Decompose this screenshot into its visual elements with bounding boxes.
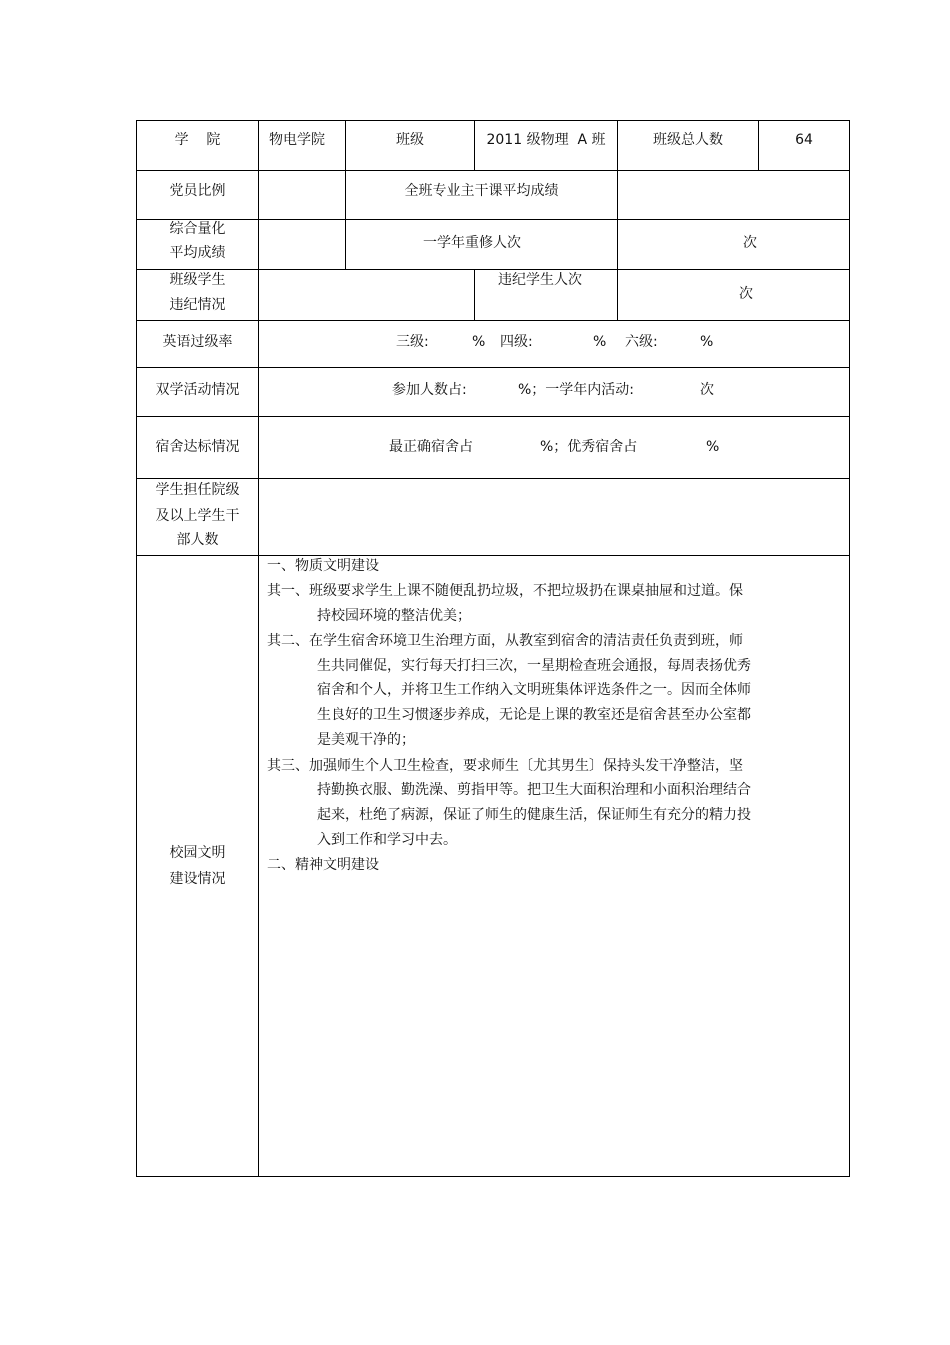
rule-row1 (136, 170, 850, 171)
rule-row5 (136, 367, 850, 368)
section-heading: 二、精神文明建设 (267, 857, 379, 873)
rule-label-col (258, 120, 259, 1177)
quant-score-label-2: 平均成绩 (169, 245, 226, 261)
content-line: 起来，杜绝了病源，保证了师生的健康生活，保证师生有充分的精力投 (317, 807, 751, 823)
class-value: 2011 级物理 A 班 (486, 132, 606, 148)
cet6-label: 六级: (625, 334, 658, 350)
cet3-label: 三级: (396, 334, 429, 350)
rule-row7 (136, 478, 850, 479)
content-line: 持校园环境的整洁优美； (317, 608, 471, 624)
content-line: 其二、在学生宿舍环境卫生治理方面，从教室到宿舍的清洁责任负责到班，师 (267, 633, 743, 649)
violation-unit: 次 (739, 286, 753, 302)
english-pass-label: 英语过级率 (162, 334, 233, 350)
violation-section-label-2: 违纪情况 (169, 297, 226, 313)
total-label: 班级总人数 (653, 132, 723, 148)
activity-unit: 次 (700, 382, 714, 398)
section-heading: 一、物质文明建设 (267, 558, 379, 574)
content-line: 入到工作和学习中去。 (317, 832, 457, 848)
rule-bottom (136, 1176, 850, 1177)
quant-score-label-1: 综合量化 (169, 221, 226, 237)
avg-score-label: 全班专业主干课平均成绩 (404, 183, 559, 199)
content-line: 持勤换衣服、勤洗澡、剪指甲等。把卫生大面积治理和小面积治理结合 (317, 782, 751, 798)
activity-count-label: %；一学年内活动: (518, 382, 635, 398)
content-line: 是美观干净的； (317, 732, 415, 748)
best-dorm-label: 最正确宿舍占 (389, 439, 473, 455)
double-study-label: 双学活动情况 (155, 382, 240, 398)
rule-right (849, 120, 850, 1177)
violation-section-label-1: 班级学生 (169, 272, 226, 288)
retake-label: 一学年重修人次 (423, 235, 521, 251)
total-value: 64 (795, 132, 813, 148)
party-ratio-label: 党员比例 (169, 183, 226, 199)
campus-civility-label-2: 建设情况 (169, 871, 226, 887)
rule-row6 (136, 416, 850, 417)
content-line: 生良好的卫生习惯逐步养成，无论是上课的教室还是宿舍甚至办公室都 (317, 707, 751, 723)
content-line: 宿舍和个人，并将卫生工作纳入文明班集体评选条件之一。因而全体师 (317, 682, 751, 698)
cet3-percent: % (472, 334, 486, 350)
rule-top (136, 120, 850, 121)
college-label: 学 院 (174, 132, 221, 148)
class-label: 班级 (396, 132, 424, 148)
content-line: 生共同催促，实行每天打扫三次，一星期检查班会通报，每周表扬优秀 (317, 658, 751, 674)
rule-row2 (136, 219, 850, 220)
college-value: 物电学院 (269, 132, 325, 148)
cadre-count-label-1: 学生担任院级 (155, 482, 240, 498)
rule-row8 (136, 555, 850, 556)
cet4-percent: % (593, 334, 607, 350)
rule-row3 (136, 269, 850, 270)
cet4-label: 四级: (500, 334, 533, 350)
cadre-count-label-2: 及以上学生干 (155, 508, 240, 524)
dorm-standard-label: 宿舍达标情况 (155, 439, 240, 455)
violation-label: 违纪学生人次 (498, 272, 582, 288)
participation-label: 参加人数占: (392, 382, 467, 398)
campus-civility-label-1: 校园文明 (169, 845, 226, 861)
content-line: 其三、加强师生个人卫生检查，要求师生〔尤其男生〕保持头发干净整洁，坚 (267, 758, 743, 774)
excellent-dorm-label: %；优秀宿舍占 (540, 439, 638, 455)
excellent-dorm-percent: % (706, 439, 720, 455)
cet6-percent: % (700, 334, 714, 350)
cadre-count-label-3: 部人数 (176, 532, 219, 548)
content-line: 其一、班级要求学生上课不随便乱扔垃圾，不把垃圾扔在课桌抽屉和过道。保 (267, 583, 743, 599)
retake-unit: 次 (743, 235, 757, 251)
rule-row4 (136, 320, 850, 321)
